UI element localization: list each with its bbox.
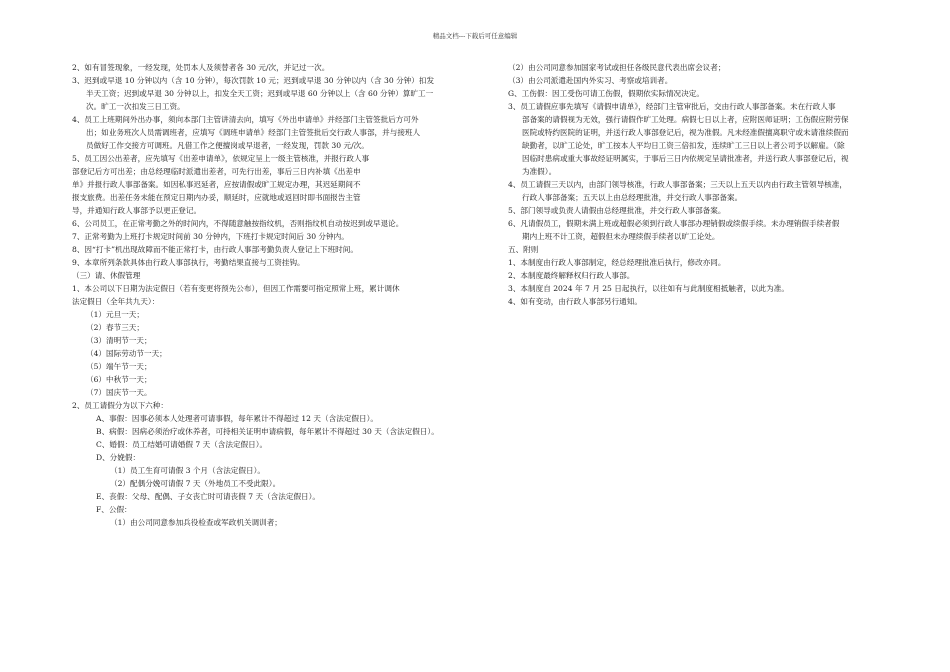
text-line: 半天工资；迟到或早退 30 分钟以上，扣发全天工资；迟到或早退 60 分钟以上（含 60 分钟）算旷工一 [86, 89, 434, 98]
text-line: 期内上班不计工资，超假但未办理续假手续者以旷工论处。 [522, 232, 720, 241]
text-line: D、分娩假： [96, 453, 141, 462]
text-line: 部备案的请假视为无效，强行请假作旷工处理。病假七日以上者，应附医师证明；工伤假应附劳保 [522, 115, 849, 124]
text-line: 医院或特约医院的证明，并送行政人事部登记后，视为准假。凡未经准假擅离职守或未请准续假而 [522, 128, 849, 137]
text-line: C、婚假：员工结婚可请婚假 7 天（含法定假日）。 [96, 440, 268, 449]
text-line: （7）国庆节一天。 [86, 388, 152, 397]
text-line: 次。旷工一次扣发三日工资。 [86, 102, 185, 111]
page-header: 精品文档---下载后可任意编辑 [432, 32, 518, 40]
text-line: （三）请、休假管理 [72, 271, 141, 280]
text-line: 4、员工上班期间外出办事，须向本部门主管讲清去向，填写《外出申请单》并经部门主管签批后方可外 [72, 115, 419, 124]
text-line: 导，并通知行政人事部予以更正登记。 [72, 206, 202, 215]
text-line: （6）中秋节一天； [86, 375, 152, 384]
text-line: 因临时患病或重大事故经证明属实，于事后三日内依规定呈请批准者，并送行政人事部登记后，视 [522, 154, 849, 163]
text-line: 2、本制度最终解释权归行政人事部。 [508, 271, 635, 280]
text-line: 部登记后方可出差；由总经理临时派遣出差者，可先行出差，事后三日内补填《出差申 [72, 167, 361, 176]
text-line: E、丧假：父母、配偶、子女丧亡时可请丧假 7 天（含法定假日）。 [96, 492, 321, 501]
text-line: 缺勤者，以旷工论处，旷工按本人平均日工资三倍扣发，连续旷工三日以上者公司予以解雇。（除 [522, 141, 845, 150]
text-line: 3、迟到或早退 10 分钟以内（含 10 分钟），每次罚款 10 元；迟到或早退 30 分钟以内（含 30 分钟）扣发 [72, 76, 435, 85]
text-line: 1、本公司以下日期为法定假日（若有变更将预先公布），但因工作需要可指定照常上班，累计调休 [72, 284, 400, 293]
left-column [72, 61, 467, 529]
text-line: 3、本制度自 2024 年 7 月 25 日起执行，以往如有与此制度相抵触者，以此为准。 [508, 284, 789, 293]
text-line: （2）春节三天； [86, 323, 144, 332]
text-line: A、事假：因事必须本人处理者可请事假，每年累计不得超过 12 天（含法定假日）。 [96, 414, 378, 423]
text-line: 5、员工因公出差者，应先填写《出差申请单》，依规定呈上一级主管核准，并报行政人事 [72, 154, 370, 163]
text-line: G、工伤假：因工受伤可请工伤假，假期依实际情况决定。 [508, 89, 704, 98]
text-line: （3）由公司派遣赴国内外实习、考察或培训者。 [508, 76, 673, 85]
text-line: 7、正常考勤为上班打卡规定时间前 30 分钟内，下班打卡规定时间后 30 分钟内。 [72, 232, 349, 241]
text-line: （1）由公司同意参加兵役检查或军政机关调训者； [110, 518, 282, 527]
text-line: 8、因“打卡”机出现故障而不能正常打卡，由行政人事部考勤负责人登记上下班时间。 [72, 245, 358, 254]
text-line: 行政人事部备案；五天以上由总经理批准，并交行政人事部备案。 [522, 193, 743, 202]
text-line: （2）配偶分娩可请假 7 天（外地员工不受此限）。 [110, 479, 281, 488]
text-line: 4、员工请假三天以内，由部门领导核准，行政人事部备案；三天以上五天以内由行政主管领导核准， [508, 180, 847, 189]
text-line: 1、本制度由行政人事部制定，经总经理批准后执行，修改亦同。 [508, 258, 726, 267]
right-column [508, 61, 883, 308]
text-line: 2、员工请假分为以下六种： [72, 401, 168, 410]
text-line: 法定假日（全年共九天）： [72, 297, 160, 306]
text-line: 报支旅费。出差任务未能在预定日期内办妥，顺延时，应就地或返回时即书面报告主管 [72, 193, 361, 202]
text-line: （3）清明节一天； [86, 336, 152, 345]
text-line: 2、如有冒签现象，一经发现，处罚本人及须替者各 30 元/次，并记过一次。 [72, 63, 330, 72]
text-line: 6、公司员工，在正常考勤之外的时间内，不得随意触按指纹机，否则指纹机自动按迟到或早退论。 [72, 219, 404, 228]
text-line: 6、凡请假员工，假期未满上班或超假必须到行政人事部办理销假或续假手续。未办理销假手续者假 [508, 219, 840, 228]
text-line: F、公假： [96, 505, 132, 514]
text-line: 单》并报行政人事部备案。如因私事迟延者，应按请假或旷工规定办理，其迟延期间不 [72, 180, 361, 189]
text-line: （1）元旦一天； [86, 310, 144, 319]
text-line: （4）国际劳动节一天； [86, 349, 167, 358]
text-line: 3、员工请假应事先填写《请假申请单》，经部门主管审批后，交由行政人事部备案。未在行政人事 [508, 102, 836, 111]
text-line: B、病假：因病必须治疗或休养者，可持相关证明申请病假，每年累计不得超过 30 天（含法定假日）。 [96, 427, 439, 436]
text-line: 员做好工作交接方可调班。凡借工作之便擅岗或早退者，一经发现，罚款 30 元/次。 [86, 141, 369, 150]
text-line: （1）员工生育可请假 3 个月（含法定假日）。 [110, 466, 265, 475]
text-line: 9、本章所列条款具体由行政人事部执行，考勤结果直接与工资挂钩。 [72, 258, 305, 267]
text-line: 5、部门领导或负责人请假由总经理批准，并交行政人事部备案。 [508, 206, 726, 215]
text-line: 为准假）。 [522, 167, 557, 176]
text-line: 出；如业务班次人员需调班者，应填写《调班申请单》经部门主管签批后交行政人事部，并与接班人 [86, 128, 421, 137]
text-line: （5）端午节一天； [86, 362, 152, 371]
text-line: 五、附则 [508, 245, 539, 254]
text-line: 4、如有变动，由行政人事部另行通知。 [508, 297, 642, 306]
text-line: （2）由公司同意参加国家考试或担任各级民意代表出席会议者； [508, 63, 726, 72]
